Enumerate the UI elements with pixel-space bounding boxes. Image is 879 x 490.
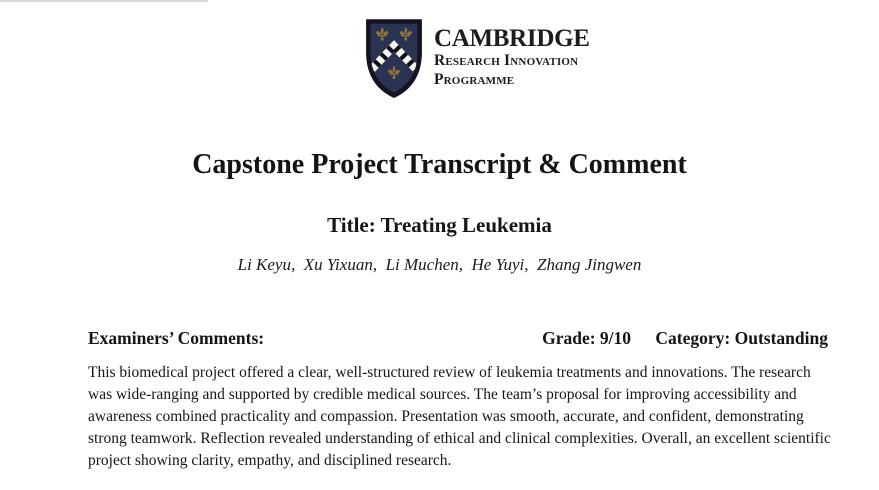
examiners-comments-text: This biomedical project offered a clear, well-structured review of leukemia treatments and innovations. The research was wide-ranging and supported by credible medical sources. The team’s proposal for improving accessibility and awareness combined practicality and compassion. Presentation was smooth, accurate, and confident, demonstrating strong teamwork. Reflection revealed understanding of ethical and clinical complexities. Overall, an excellent scientific project showing clarity, empathy, and disciplined research. bbox=[88, 364, 831, 469]
meta-row bbox=[88, 328, 828, 349]
org-logo bbox=[363, 16, 590, 100]
org-subtitle-line2: Programme bbox=[434, 70, 515, 88]
grade-value: Grade: 9/10 bbox=[542, 328, 632, 348]
grade-category-group bbox=[542, 328, 828, 349]
page-title: Capstone Project Transcript & Comment bbox=[192, 149, 687, 180]
examiners-comments-label: Examiners’ Comments: bbox=[88, 328, 265, 348]
org-logo-text bbox=[434, 16, 590, 88]
org-name: CAMBRIDGE bbox=[434, 25, 590, 52]
project-title: Title: Treating Leukemia bbox=[327, 213, 552, 237]
org-subtitle-line1: Research Innovation bbox=[434, 52, 579, 69]
authors-line: Li Keyu, Xu Yixuan, Li Muchen, He Yuyi, Zhang Jingwen bbox=[237, 255, 642, 274]
cambridge-crest-shield-icon bbox=[363, 16, 425, 100]
category-value: Category: Outstanding bbox=[655, 328, 828, 348]
top-edge-artifact bbox=[0, 0, 208, 2]
